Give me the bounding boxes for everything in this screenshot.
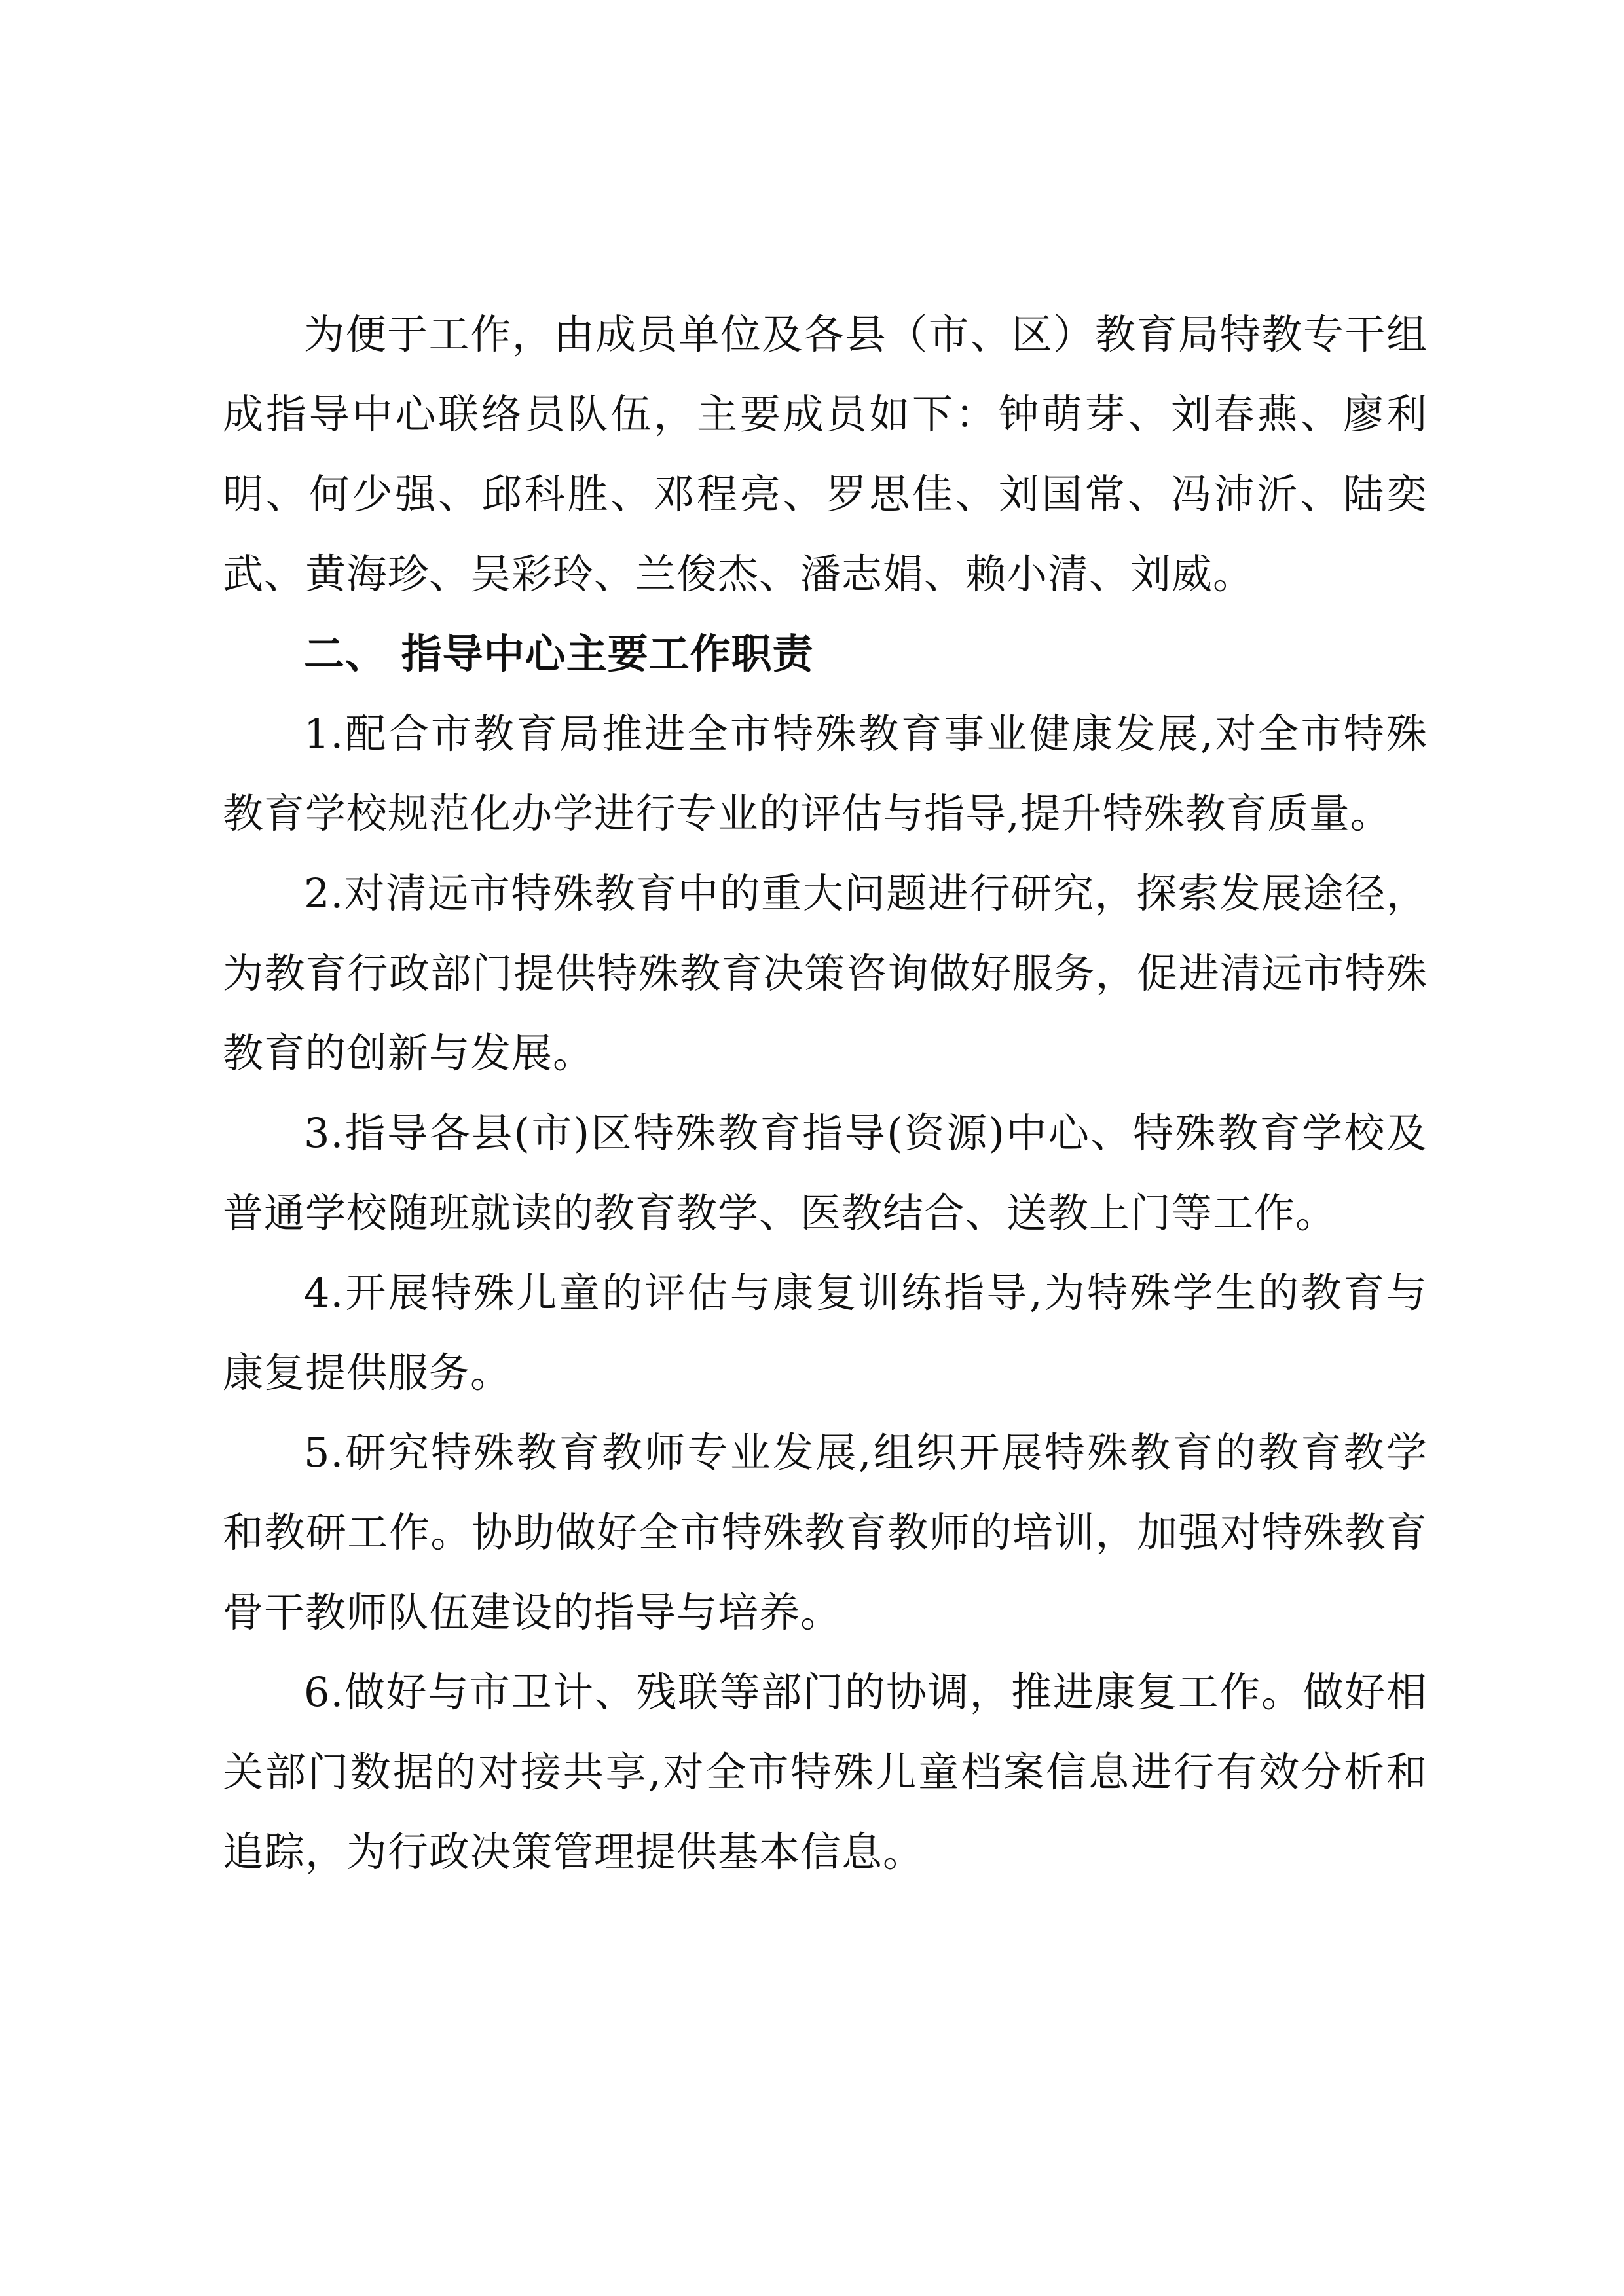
paragraph-duty-4: 4.开展特殊儿童的评估与康复训练指导,为特殊学生的教育与康复提供服务。 bbox=[223, 1269, 1428, 1396]
document-body bbox=[223, 295, 1428, 1892]
paragraph-duty-2: 2.对清远市特殊教育中的重大问题进行研究，探索发展途径，为教育行政部门提供特殊教育决策咨询做好服务，促进清远市特殊教育的创新与发展。 bbox=[223, 869, 1428, 1077]
paragraph-duty-1: 1.配合市教育局推进全市特殊教育事业健康发展,对全市特殊教育学校规范化办学进行专业的评估与指导,提升特殊教育质量。 bbox=[223, 710, 1428, 837]
paragraph-duty-6: 6.做好与市卫计、残联等部门的协调，推进康复工作。做好相关部门数据的对接共享,对全市特殊儿童档案信息进行有效分析和追踪，为行政决策管理提供基本信息。 bbox=[223, 1668, 1428, 1876]
paragraph-liaison-team: 为便于工作，由成员单位及各县（市、区）教育局特教专干组成指导中心联络员队伍，主要成员如下：钟萌芽、刘春燕、廖利明、何少强、邱科胜、邓程亮、罗思佳、刘国常、冯沛沂、陆奕武、黄海珍、吴彩玲、兰俊杰、潘志娟、赖小清、刘威。 bbox=[223, 310, 1428, 598]
section-heading-duties: 二、 指导中心主要工作职责 bbox=[304, 630, 814, 678]
paragraph-duty-3: 3.指导各县(市)区特殊教育指导(资源)中心、特殊教育学校及普通学校随班就读的教育教学、医教结合、送教上门等工作。 bbox=[223, 1109, 1428, 1237]
paragraph-duty-5: 5.研究特殊教育教师专业发展,组织开展特殊教育的教育教学和教研工作。协助做好全市特殊教育教师的培训，加强对特殊教育骨干教师队伍建设的指导与培养。 bbox=[223, 1429, 1428, 1636]
